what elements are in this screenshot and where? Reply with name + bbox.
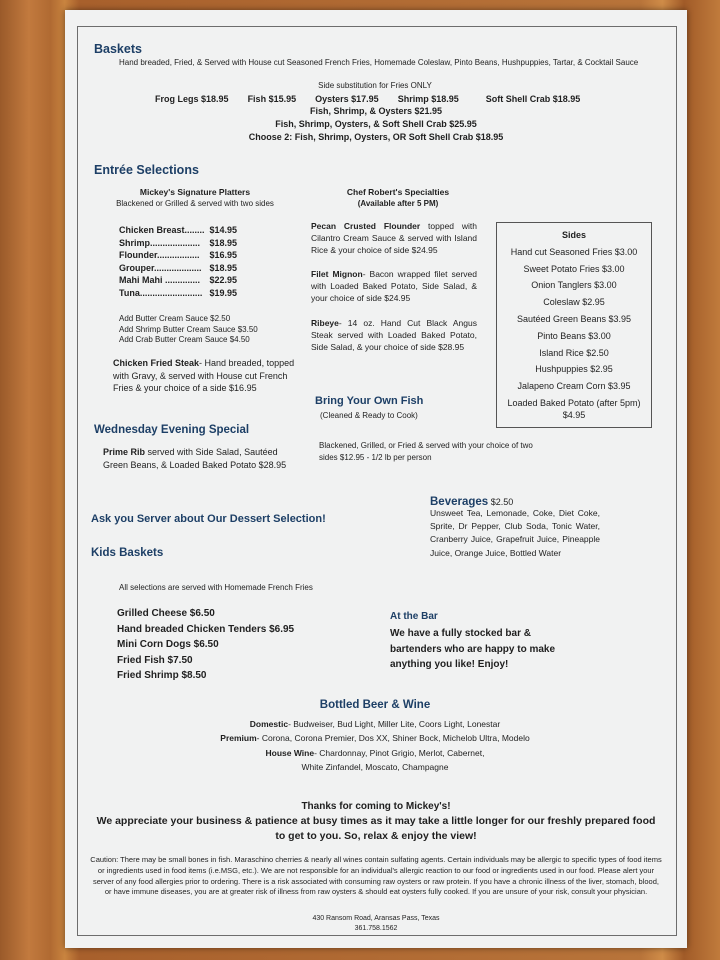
wednesday-heading: Wednesday Evening Special bbox=[94, 424, 250, 436]
addon-item: Add Crab Butter Cream Sauce $4.50 bbox=[119, 335, 250, 344]
list-item bbox=[119, 249, 237, 262]
side-item: Onion Tanglers $3.00 bbox=[531, 280, 617, 291]
baskets-row-2: Fish, Shrimp, & Oysters $21.95 bbox=[309, 106, 443, 116]
kids-item: Grilled Cheese $6.50 bbox=[117, 608, 215, 619]
item-name: Grouper................... bbox=[119, 262, 202, 273]
item-name: Tuna......................... bbox=[119, 287, 203, 298]
category-items: - Corona, Corona Premier, Dos XX, Shiner Bock, Michelob Ultra, Modelo bbox=[256, 733, 530, 744]
item-title: Filet Mignon bbox=[311, 269, 363, 279]
category-items: - Chardonnay, Pinot Grigio, Merlot, Cabernet, bbox=[314, 747, 485, 758]
pecan-flounder bbox=[311, 220, 477, 256]
side-item: Jalapeno Cream Corn $3.95 bbox=[517, 381, 631, 392]
kids-item: Mini Corn Dogs $6.50 bbox=[117, 639, 219, 650]
wine-line-2: White Zinfandel, Moscato, Champagne bbox=[301, 762, 449, 773]
domestic-line bbox=[115, 717, 635, 731]
kids-list bbox=[117, 606, 294, 684]
chicken-fried-steak bbox=[113, 357, 309, 395]
sides-title: Sides bbox=[561, 230, 586, 240]
bar-text: We have a fully stocked bar & bartenders who are happy to make anything you like! Enjoy! bbox=[390, 628, 556, 670]
wine-line bbox=[115, 746, 635, 760]
baskets-row-4: Choose 2: Fish, Shrimp, Oysters, OR Soft Shell Crab $18.95 bbox=[248, 132, 504, 142]
kids-item: Fried Fish $7.50 bbox=[117, 654, 193, 666]
item-title: Ribeye bbox=[311, 318, 339, 328]
chef-subtitle: (Available after 5 PM) bbox=[357, 199, 439, 208]
side-item: Sweet Potato Fries $3.00 bbox=[523, 263, 625, 274]
item-title: Chicken Fried Steak bbox=[113, 358, 200, 368]
platters-list bbox=[119, 224, 237, 300]
dessert-note: Ask you Server about Our Dessert Selection! bbox=[91, 513, 326, 525]
item-price: $18.95 bbox=[209, 237, 237, 248]
bar-heading: At the Bar bbox=[390, 611, 438, 622]
chef-title: Chef Robert's Specialties bbox=[346, 187, 450, 197]
addon-item: Add Butter Cream Sauce $2.50 bbox=[119, 314, 231, 323]
basket-item: Oysters $17.95 bbox=[315, 94, 379, 104]
basket-item: Shrimp $18.95 bbox=[397, 94, 459, 104]
byof-subtitle: (Cleaned & Ready to Cook) bbox=[320, 411, 418, 420]
baskets-row-1 bbox=[155, 93, 605, 106]
appreciate-text: We appreciate your business & patience at busy times as it may take a little longer for our freshly prepared food to get to you. So, relax & enjoy the view! bbox=[96, 815, 656, 842]
kids-item: Hand breaded Chicken Tenders $6.95 bbox=[117, 623, 295, 635]
item-price: $18.95 bbox=[209, 262, 237, 273]
filet-mignon bbox=[311, 268, 477, 304]
side-item: Hand cut Seasoned Fries $3.00 bbox=[510, 246, 638, 257]
category-label: House Wine bbox=[265, 747, 315, 758]
caution-text: Caution: There may be small bones in fish. Maraschino cherries & nearly all wines contain sulfating agents. Certain individuals may be allergic to specific types of food items or ingredients used in food items (i.e.MSG, etc.). We are not responsible for an individual's allergic reaction to our food or ingredients used in our food. Please alert your server of any food allergies prior to ordering. There is a risk associated with consuming raw oysters or raw protein. If you have a chronic illness of the liver, stomach, blood, or have immune diseases, you are at greater risk of illness from raw oysters & should eat oysters fully cooked. If you are unsure of your risk, consult your physician. bbox=[90, 855, 662, 897]
platters-subtitle: Blackened or Grilled & served with two sides bbox=[116, 199, 274, 208]
addon-item: Add Shrimp Butter Cream Sauce $3.50 bbox=[119, 324, 258, 334]
side-item: Coleslaw $2.95 bbox=[543, 297, 605, 308]
sides-box bbox=[496, 222, 652, 428]
item-name: Mahi Mahi .............. bbox=[119, 275, 201, 286]
category-label: Domestic bbox=[249, 719, 289, 729]
list-item bbox=[119, 287, 237, 300]
item-title: Prime Rib bbox=[103, 447, 146, 457]
list-item bbox=[119, 224, 237, 237]
premium-line bbox=[115, 731, 635, 745]
item-description: - Bacon wrapped filet served with Loaded Baked Potato, Side Salad, & your choice of side $24.95 bbox=[311, 269, 478, 303]
side-item: Hushpuppies $2.95 bbox=[535, 364, 613, 375]
item-price: $22.95 bbox=[209, 275, 237, 286]
beverages-title: Beverages bbox=[430, 496, 489, 508]
basket-item: Fish $15.95 bbox=[247, 94, 297, 104]
kids-item: Fried Shrimp $8.50 bbox=[117, 670, 207, 681]
byof-description: Blackened, Grilled, or Fried & served with your choice of two sides $12.95 - 1/2 lb per person bbox=[319, 441, 533, 462]
kids-heading: Kids Baskets bbox=[91, 547, 164, 559]
address: 430 Ransom Road, Aransas Pass, Texas bbox=[312, 915, 440, 922]
list-item bbox=[119, 262, 237, 275]
basket-item: Soft Shell Crab $18.95 bbox=[485, 94, 581, 104]
item-description: topped with Cilantro Cream Sauce & served with Island Rice & your choice of side $24.95 bbox=[311, 221, 477, 255]
item-price: $16.95 bbox=[209, 250, 237, 261]
side-item: Loaded Baked Potato (after 5pm) $4.95 bbox=[507, 397, 641, 420]
ribeye bbox=[311, 317, 477, 353]
beverages-price: $2.50 bbox=[488, 497, 514, 507]
wednesday-special bbox=[103, 446, 293, 471]
addons-list bbox=[119, 314, 258, 346]
item-price: $14.95 bbox=[209, 225, 237, 235]
baskets-row-3: Fish, Shrimp, Oysters, & Soft Shell Crab $25.95 bbox=[275, 119, 477, 129]
baskets-heading: Baskets bbox=[94, 42, 142, 56]
item-description: - Hand breaded, topped with Gravy, & served with House cut French Fries & your choice of a side $16.95 bbox=[113, 358, 295, 394]
basket-item: Frog Legs $18.95 bbox=[155, 94, 229, 104]
baskets-description: Hand breaded, Fried, & Served with House cut Seasoned French Fries, Homemade Coleslaw, Pinto Beans, Hushpuppies, Tartar, & Cocktail Sauce bbox=[119, 58, 639, 67]
platters-title: Mickey's Signature Platters bbox=[139, 187, 251, 197]
item-description: - 14 oz. Hand Cut Black Angus Steak served with Loaded Baked Potato, Side Salad, & your choice of side $28.95 bbox=[311, 318, 477, 352]
item-title: Pecan Crusted Flounder bbox=[311, 221, 421, 231]
byof-heading: Bring Your Own Fish bbox=[315, 395, 424, 407]
side-item: Sautéed Green Beans $3.95 bbox=[516, 313, 632, 324]
beverages-list: Unsweet Tea, Lemonade, Coke, Diet Coke, Sprite, Dr Pepper, Club Soda, Tonic Water, Cranberry Juice, Grapefruit Juice, Pineapple Juice, Orange Juice, Bottled Water bbox=[430, 508, 600, 558]
entree-heading: Entrée Selections bbox=[94, 163, 199, 177]
side-item: Island Rice $2.50 bbox=[539, 347, 609, 358]
phone: 361.758.1562 bbox=[354, 925, 398, 932]
thanks-text: Thanks for coming to Mickey's! bbox=[301, 801, 451, 812]
list-item bbox=[119, 237, 237, 250]
beer-wine-list bbox=[115, 717, 635, 775]
kids-note: All selections are served with Homemade French Fries bbox=[119, 583, 313, 592]
list-item bbox=[119, 274, 237, 287]
item-name: Flounder................. bbox=[119, 250, 200, 261]
category-items: - Budweiser, Bud Light, Miller Lite, Coors Light, Lonestar bbox=[288, 719, 501, 729]
item-name: Chicken Breast........ bbox=[119, 225, 205, 235]
item-price: $19.95 bbox=[209, 287, 237, 298]
side-item: Pinto Beans $3.00 bbox=[537, 330, 611, 341]
beer-wine-heading: Bottled Beer & Wine bbox=[319, 699, 431, 711]
baskets-sub-note: Side substitution for Fries ONLY bbox=[318, 81, 432, 90]
category-label: Premium bbox=[220, 733, 257, 744]
item-description: served with Side Salad, Sautéed Green Beans, & Loaded Baked Potato $28.95 bbox=[103, 447, 287, 470]
menu-page bbox=[65, 10, 687, 948]
item-name: Shrimp.................... bbox=[119, 237, 201, 248]
